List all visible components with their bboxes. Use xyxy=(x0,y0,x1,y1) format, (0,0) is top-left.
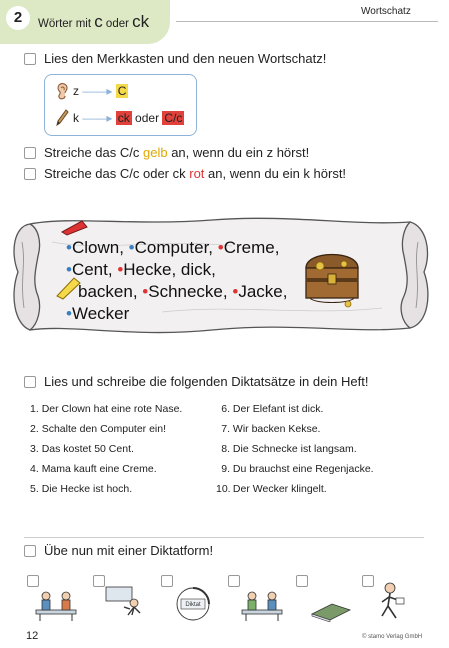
divider-line xyxy=(24,537,424,538)
sentence-text: Der Clown hat eine rote Nase. xyxy=(41,403,183,415)
sentence-text: Der Wecker klingelt. xyxy=(232,483,327,495)
row2-sound: k xyxy=(73,111,79,125)
sentence-item xyxy=(216,479,416,499)
sentence-item xyxy=(216,459,416,479)
sentence-item xyxy=(30,479,210,499)
task3-post: an, wenn du ein k hörst! xyxy=(204,166,347,181)
task3-color-word: rot xyxy=(189,166,205,181)
copyright-notice: © stamo Verlag GmbH xyxy=(362,634,423,640)
sentence-number: 4. xyxy=(30,463,39,475)
sentence-item xyxy=(30,439,210,459)
row1 xyxy=(73,84,128,98)
sentence-number: 9. xyxy=(221,463,230,475)
word-clown: Clown, xyxy=(71,238,124,257)
task5-checkbox[interactable] xyxy=(24,545,36,557)
pencil-icon xyxy=(55,109,69,127)
sentence-text: Wir backen Kekse. xyxy=(232,423,321,435)
row1-sound: z xyxy=(73,84,79,98)
wordlist-line1: •Clown, •Computer, •Creme, xyxy=(66,238,280,257)
section-label: Wortschatz xyxy=(361,6,411,17)
page-number: 12 xyxy=(26,630,39,642)
word-wecker: Wecker xyxy=(71,304,130,323)
sentence-text: Das kostet 50 Cent. xyxy=(41,443,134,455)
row2-result-a: ck xyxy=(117,111,130,125)
row2 xyxy=(73,111,184,125)
chapter-title xyxy=(38,12,149,32)
title-mid: oder xyxy=(102,18,133,30)
word-schnecke: Schnecke, xyxy=(148,282,228,301)
sentence-item xyxy=(216,439,416,459)
title-c: c xyxy=(94,12,103,31)
task1-checkbox[interactable] xyxy=(24,53,36,65)
sentence-text: Die Hecke ist hoch. xyxy=(41,483,133,495)
title-ck: ck xyxy=(132,12,150,31)
sentence-text: Die Schnecke ist langsam. xyxy=(232,443,357,455)
task3-text xyxy=(44,166,346,181)
row2-result-b: C/c xyxy=(164,111,183,125)
task2-text xyxy=(44,145,309,160)
diktat-form-checkbox-4[interactable] xyxy=(228,575,240,587)
partner-dictation-icon xyxy=(34,588,78,622)
diktat-badge-icon xyxy=(173,585,213,623)
wordlist-line3: backen, •Schnecke, •Jacke, xyxy=(78,282,288,301)
task3-pre: Streiche das C/c oder ck xyxy=(44,166,190,181)
sentence-number: 7. xyxy=(221,423,230,435)
task2-post: an, wenn du ein z hörst! xyxy=(167,145,310,160)
word-cent: Cent, xyxy=(71,260,113,279)
ear-icon xyxy=(55,82,69,100)
task5-text: Übe nun mit einer Diktatform! xyxy=(44,543,214,558)
word-jacke: Jacke, xyxy=(238,282,288,301)
diktat-form-checkbox-1[interactable] xyxy=(27,575,39,587)
diktat-form-checkbox-5[interactable] xyxy=(296,575,308,587)
sentence-number: 8. xyxy=(221,443,230,455)
task4-text: Lies und schreibe die folgenden Diktatsätze in dein Heft! xyxy=(44,374,369,389)
wordlist-line4: •Wecker xyxy=(66,304,130,323)
title-prefix: Wörter mit xyxy=(38,18,95,30)
sentence-item xyxy=(216,419,416,439)
sentence-number: 2. xyxy=(30,423,39,435)
treasure-chest-icon xyxy=(300,238,364,310)
word-hecke-dick: Hecke, dick, xyxy=(123,260,216,279)
word-backen: backen, xyxy=(78,282,138,301)
walking-dictation-icon xyxy=(372,580,412,622)
arrow-icon: ——▸ xyxy=(82,111,113,125)
sentence-number: 3. xyxy=(30,443,39,455)
sentence-number: 5. xyxy=(30,483,39,495)
task4-checkbox[interactable] xyxy=(24,376,36,388)
sentence-item xyxy=(216,399,416,419)
sentence-text: Der Elefant ist dick. xyxy=(232,403,324,415)
pair-writing-icon xyxy=(240,588,284,622)
sentence-number: 6. xyxy=(221,403,230,415)
row2-mid: oder xyxy=(131,111,163,125)
sentence-text: Du brauchst eine Regenjacke. xyxy=(232,463,374,475)
diktat-form-checkbox-3[interactable] xyxy=(161,575,173,587)
chapter-number: 2 xyxy=(6,6,30,30)
section-divider xyxy=(176,21,438,22)
diktat-badge-label: Diktat xyxy=(185,602,201,608)
sentence-item xyxy=(30,419,210,439)
task2-pre: Streiche das C/c xyxy=(44,145,143,160)
sentences-left xyxy=(30,399,210,499)
sentence-number: 10. xyxy=(216,483,231,495)
sentence-number: 1. xyxy=(30,403,39,415)
sentences-right xyxy=(216,399,416,499)
task2-checkbox[interactable] xyxy=(24,147,36,159)
word-creme: Creme, xyxy=(223,238,280,257)
red-crayon-icon xyxy=(60,218,90,236)
sentence-item xyxy=(30,399,210,419)
sentence-text: Mama kauft eine Creme. xyxy=(41,463,157,475)
word-computer: Computer, xyxy=(134,238,214,257)
task1-text: Lies den Merkkasten und den neuen Wortschatz! xyxy=(44,51,327,66)
sentence-text: Schalte den Computer ein! xyxy=(41,423,167,435)
sentence-item xyxy=(30,459,210,479)
row1-result: C xyxy=(117,84,127,98)
workbook-icon xyxy=(308,598,352,622)
sound-rule-box xyxy=(44,74,197,136)
task2-color-word: gelb xyxy=(143,145,168,160)
wordlist-line2: •Cent, •Hecke, dick, xyxy=(66,260,216,279)
arrow-icon: ——▸ xyxy=(82,84,113,98)
task3-checkbox[interactable] xyxy=(24,168,36,180)
running-dictation-icon xyxy=(104,585,148,621)
